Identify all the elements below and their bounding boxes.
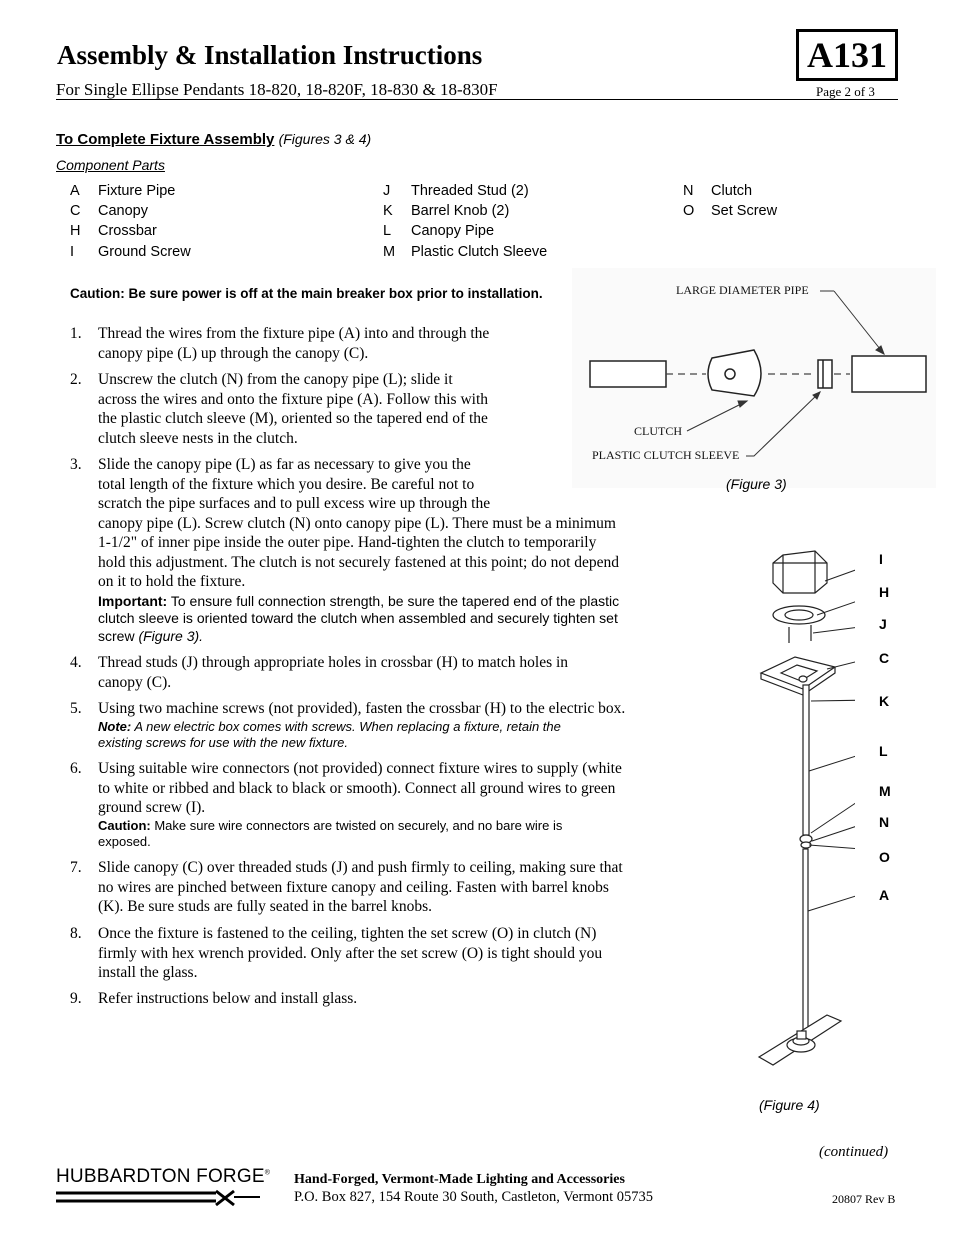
figure-3-diagram (572, 268, 936, 488)
note-label: Note: (98, 718, 132, 734)
step-number: 5. (70, 700, 82, 717)
parts-heading: Component Parts (56, 157, 165, 173)
part-letter: J (383, 183, 391, 199)
step-line: canopy (C). (98, 673, 172, 691)
part-name: Ground Screw (98, 244, 191, 260)
large-pipe-shape (852, 356, 926, 392)
step-line: Slide canopy (C) over threaded studs (J) and push firmly to ceiling, making sure that (98, 859, 623, 876)
step-line: scratch the pipe surfaces and to pull excess wire up through the (98, 495, 491, 512)
logo-wordmark (56, 1166, 270, 1188)
section-heading (56, 131, 371, 148)
part-name: Set Screw (711, 203, 778, 219)
document-revision: 20807 Rev B (832, 1192, 896, 1206)
step-number: 4. (70, 654, 82, 671)
step-line: total length of the fixture which you desire. Be careful not to (98, 475, 475, 493)
step-text (98, 858, 698, 917)
part-name: Crossbar (98, 223, 157, 239)
fig4-label-o: O (879, 849, 890, 865)
step-line: Slide the canopy pipe (L) as far as necessary to give you the (98, 456, 471, 473)
part-name: Threaded Stud (2) (411, 183, 529, 199)
part-name: Fixture Pipe (98, 183, 176, 199)
step-line: Thread the wires from the fixture pipe (A) into and through the (98, 325, 490, 342)
step-line: hold this adjustment. The clutch is not securely fastened at this point; do not depend (98, 553, 620, 571)
section-figures-ref: (Figures 3 & 4) (278, 131, 372, 147)
step-line: Unscrew the clutch (N) from the canopy pipe (L); slide it (98, 371, 453, 388)
fig4-label-h: H (879, 584, 890, 600)
figure-3-caption: (Figure 3) (726, 476, 787, 492)
step-number: 1. (70, 325, 82, 342)
fig4-label-n: N (879, 814, 890, 830)
note-label: Important: (98, 592, 168, 609)
part-name: Clutch (711, 183, 753, 199)
step-number: 6. (70, 760, 82, 777)
note-line: exposed. (98, 834, 151, 849)
step-line: install the glass. (98, 964, 198, 981)
step-text (98, 653, 698, 692)
step-line: (K). Be sure studs are fully seated in the barrel knobs. (98, 898, 433, 915)
note-line: To ensure full connection strength, be sure the tapered end of the plastic (167, 592, 620, 609)
part-letter: M (383, 244, 396, 260)
fig4-label-c: C (879, 650, 890, 666)
step-number: 2. (70, 371, 82, 388)
step-note (98, 719, 708, 752)
step-line: firmly with hex wrench provided. Only after the set screw (O) is tight should you (98, 944, 603, 962)
part-letter: K (383, 203, 393, 219)
part-name: Canopy Pipe (411, 223, 495, 239)
part-letter: C (70, 203, 81, 219)
company-tagline: Hand-Forged, Vermont-Made Lighting and Accessories (294, 1172, 625, 1187)
fig4-label-l: L (879, 743, 888, 759)
step-text (98, 699, 708, 752)
part-letter: N (683, 183, 694, 199)
fig4-label-m: M (879, 783, 891, 799)
step-line: Thread studs (J) through appropriate holes in crossbar (H) to match holes in (98, 654, 569, 671)
document-code-box: A131 (796, 29, 898, 81)
sleeve-label: PLASTIC CLUTCH SLEEVE (592, 448, 740, 462)
part-letter: I (70, 244, 75, 260)
fig4-label-a: A (879, 887, 890, 903)
fig4-label-j: J (879, 616, 887, 632)
large-pipe-label: LARGE DIAMETER PIPE (676, 283, 809, 297)
note-line: clutch sleeve is oriented toward the clutch when assembled and securely tighten set (98, 610, 618, 626)
note-line: A new electric box comes with screws. When replacing a fixture, retain the (131, 718, 561, 734)
figure-4-diagram (745, 545, 855, 1090)
step-line: canopy pipe (L). Screw clutch (N) onto canopy pipe (L). There must be a minimum (98, 514, 616, 532)
logo-registered-mark: ® (264, 1169, 271, 1177)
figure-4-caption: (Figure 4) (759, 1097, 820, 1113)
step-number: 3. (70, 456, 82, 473)
step-line: Using suitable wire connectors (not provided) connect fixture wires to supply (white (98, 760, 622, 777)
part-letter: H (70, 223, 81, 239)
step-text (98, 324, 558, 363)
small-pipe-shape (590, 361, 666, 387)
clutch-label: CLUTCH (634, 424, 682, 438)
header-divider (56, 99, 898, 100)
logo-text: HUBBARDTON FORGE (56, 1166, 265, 1187)
part-name: Canopy (98, 203, 148, 219)
step-caution-note (98, 818, 698, 851)
part-letter: O (683, 203, 695, 219)
set-screw-hole (725, 369, 735, 379)
step-line: to white or ribbed and black to black or smooth). Connect all ground wires to green (98, 779, 616, 797)
part-letter: A (70, 183, 80, 199)
note-line: existing screws for use with the new fixture. (98, 735, 348, 750)
caution-notice: Caution: Be sure power is off at the main breaker box prior to installation. (70, 286, 543, 301)
part-letter: L (383, 223, 392, 239)
step-line: 1-1/2" of inner pipe inside the outer pipe. Hand-tighten the clutch to temporarily (98, 534, 597, 551)
part-name: Plastic Clutch Sleeve (411, 244, 548, 260)
step-important-note (98, 593, 698, 646)
step-line: no wires are pinched between fixture canopy and ceiling. Fasten with barrel knobs (98, 878, 609, 896)
canopy-pipe-shape (803, 685, 809, 835)
continued-note: (continued) (819, 1144, 889, 1160)
step-number: 9. (70, 990, 82, 1007)
note-line: Make sure wire connectors are twisted on securely, and no bare wire is (150, 817, 563, 833)
step-line: Using two machine screws (not provided), fasten the crossbar (H) to the electric box. (98, 700, 626, 717)
note-figure-ref: (Figure 3). (138, 627, 204, 644)
part-name: Barrel Knob (2) (411, 203, 510, 219)
fig4-label-k: K (879, 693, 890, 709)
step-line: canopy pipe (L) up through the canopy (C). (98, 344, 369, 362)
document-subtitle: For Single Ellipse Pendants 18-820, 18-820F, 18-830 & 18-830F (56, 80, 498, 99)
step-line: on it to hold the fixture. (98, 573, 246, 590)
step-line: Refer instructions below and install glass. (98, 990, 358, 1007)
company-address: P.O. Box 827, 154 Route 30 South, Castleton, Vermont 05735 (294, 1189, 654, 1205)
step-number: 8. (70, 925, 82, 942)
step-line: clutch sleeve nests in the clutch. (98, 429, 298, 447)
section-title: To Complete Fixture Assembly (56, 131, 275, 148)
electric-box-shape (773, 551, 827, 593)
note-line: screw (98, 627, 139, 644)
step-line: the plastic clutch sleeve (M), oriented so the tapered end of the (98, 410, 488, 427)
step-text (98, 989, 698, 1009)
document-title: Assembly & Installation Instructions (57, 40, 483, 70)
step-line: Once the fixture is fastened to the ceiling, tighten the set screw (O) in clutch (N) (98, 925, 597, 942)
clutch-sleeve-shape (818, 360, 832, 388)
fixture-pipe-shape (803, 849, 808, 1035)
logo-underline-mark (56, 1189, 260, 1207)
step-number: 7. (70, 859, 82, 876)
step-text (98, 924, 698, 983)
step-line: ground screw (I). (98, 799, 206, 816)
step-line: across the wires and onto the fixture pipe (A). Follow this with (98, 390, 489, 408)
step-text (98, 370, 558, 448)
step-text (98, 759, 698, 851)
fig4-label-i: I (879, 551, 883, 567)
note-label: Caution: (98, 817, 151, 833)
page-number: Page 2 of 3 (816, 84, 875, 99)
